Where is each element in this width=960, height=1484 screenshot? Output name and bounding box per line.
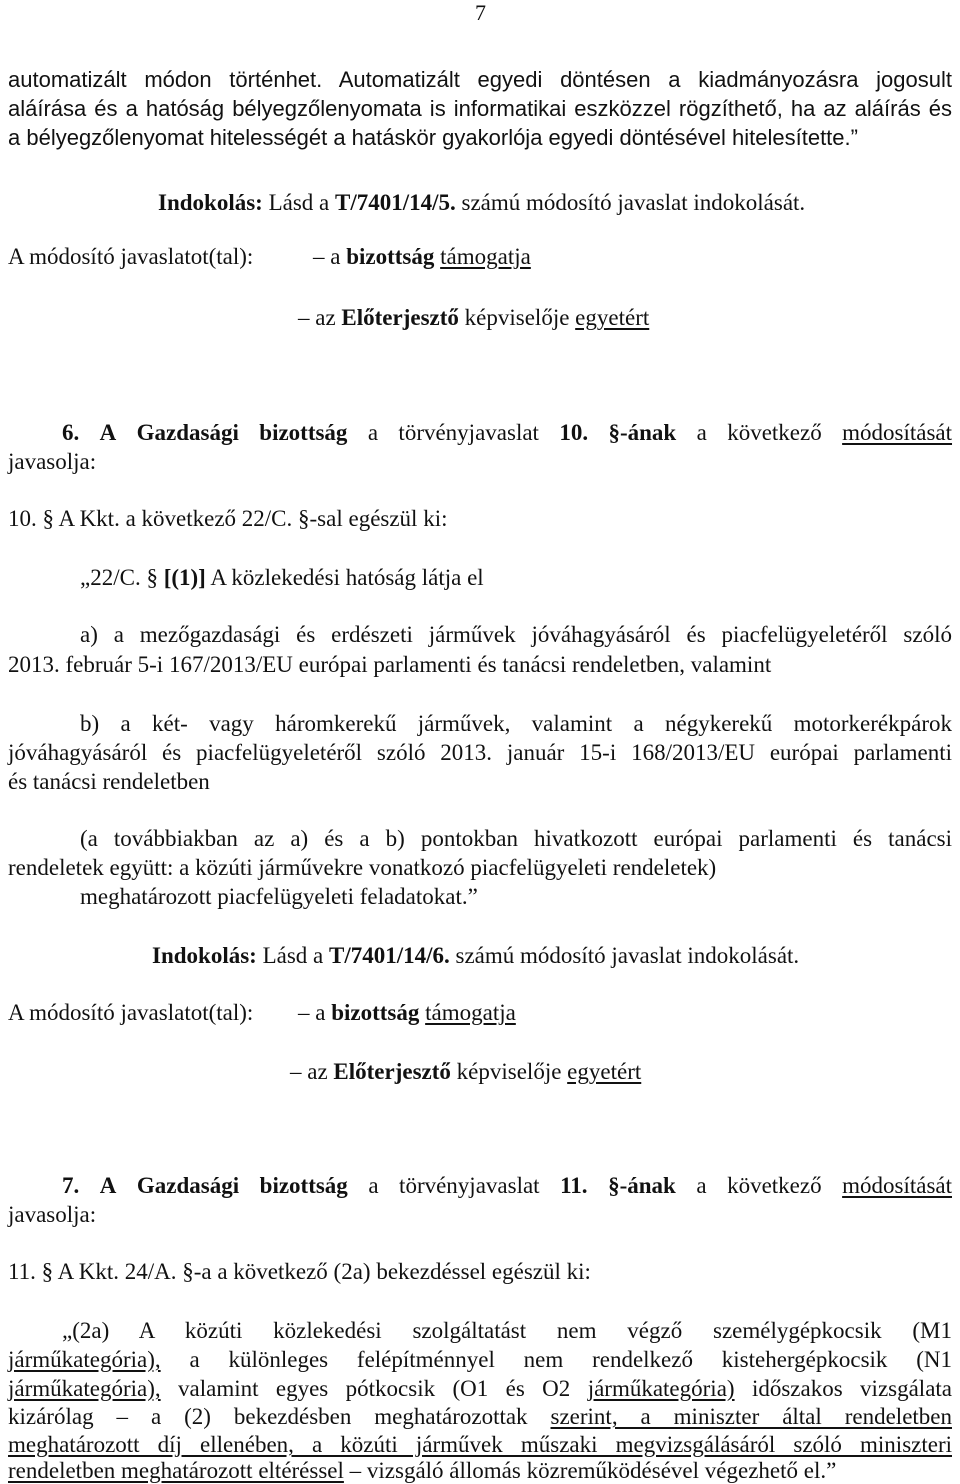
justification-1 — [158, 191, 805, 214]
para-2a-line-2 — [8, 1348, 952, 1371]
proposer-support-2 — [290, 1060, 641, 1083]
underlined-category-2: járműkategória) — [587, 1376, 735, 1401]
item-7-section: 11. — [560, 1173, 588, 1198]
para-2a-line-3 — [8, 1377, 952, 1400]
proposer-verb: egyetért — [575, 305, 650, 330]
item-7-number: 7. — [62, 1173, 80, 1198]
committee-support-2 — [298, 1001, 516, 1024]
proposer-verb: egyetért — [567, 1059, 642, 1084]
item-6-a: A — [99, 420, 117, 445]
para-2a-line-6-rest: – vizsgáló állomás közreműködésével végezhető el.” — [349, 1458, 837, 1483]
underlined-category: járműkategória), — [8, 1376, 161, 1401]
point-c-line-2: rendeletek együtt: a közúti járművekre vonatkozó piacfelügyeleti rendeletek) — [8, 855, 717, 880]
quote-post: A közlekedési hatóság látja el — [210, 565, 484, 590]
para-2a-line-1: „(2a) A közúti közlekedési szolgáltatást nem végző személygépkocsik (M1 — [62, 1318, 952, 1343]
point-b-line-3: és tanácsi rendeletben — [8, 769, 210, 794]
item-6-mid: a törvényjavaslat — [367, 420, 539, 445]
point-c-line-3: meghatározott piacfelügyeleti feladatokat.” — [80, 884, 478, 909]
support-label-2: A módosító javaslatot(tal): — [8, 1000, 254, 1025]
proposer-mid: képviselője — [456, 1059, 562, 1084]
justification-label: Indokolás: — [152, 943, 257, 968]
committee-verb: támogatja — [440, 244, 531, 269]
para-2a-line-6 — [8, 1459, 836, 1482]
proposer-dash: – az — [290, 1059, 328, 1084]
committee-verb: támogatja — [425, 1000, 516, 1025]
item-6-heading — [62, 421, 952, 444]
support-label-1: A módosító javaslatot(tal): — [8, 244, 254, 269]
committee-support-1 — [313, 245, 531, 268]
point-c-line-1: (a továbbiakban az a) és a b) pontokban hivatkozott európai parlamenti és tanácsi — [80, 826, 952, 851]
justification-pre: Lásd a — [262, 943, 324, 968]
item-7-heading — [62, 1174, 952, 1197]
page-number: 7 — [475, 0, 486, 25]
item-6-line-2: javasolja: — [8, 449, 97, 474]
item-7-section-suffix: §-ának — [608, 1173, 676, 1198]
item-6-section-suffix: §-ának — [608, 420, 677, 445]
underlined-category: járműkategória), — [8, 1347, 161, 1372]
justification-post: számú módosító javaslat indokolását. — [455, 943, 800, 968]
quote-bold: [(1)] — [163, 565, 206, 590]
item-6-body: Gazdasági bizottság — [136, 420, 348, 445]
para-2a-line-4 — [8, 1405, 952, 1428]
committee-dash: – a — [298, 1000, 326, 1025]
item-7-a: A — [99, 1173, 117, 1198]
proposer-mid: képviselője — [464, 305, 570, 330]
para-2a-line-4-u: szerint, a miniszter által rendeletben — [550, 1404, 952, 1429]
para-2a-line-3-mid: valamint egyes pótkocsik (O1 és O2 — [178, 1376, 571, 1401]
item-6-number: 6. — [62, 420, 80, 445]
proposer-name: Előterjesztő — [341, 305, 459, 330]
proposer-dash: – az — [298, 305, 336, 330]
section-10-line: 10. § A Kkt. a következő 22/C. §-sal egészül ki: — [8, 506, 448, 531]
section-11-line: 11. § A Kkt. 24/A. §-a a következő (2a) bekezdéssel egészül ki: — [8, 1259, 591, 1284]
item-6-section: 10. — [559, 420, 589, 445]
item-6-next: a következő — [696, 420, 822, 445]
justification-pre: Lásd a — [268, 190, 330, 215]
item-7-mod: módosítását — [842, 1173, 952, 1198]
item-7-mid: a törvényjavaslat — [368, 1173, 540, 1198]
intro-line-2: aláírása és a hatóság bélyegzőlenyomata is informatikai eszközzel rögzíthető, ha az aláírás és — [8, 96, 952, 121]
intro-line-3: a bélyegzőlenyomat hitelességét a hatáskör gyakorlója egyedi döntésével hitelesítette.” — [8, 125, 858, 150]
para-2a-line-6-u: rendeletben meghatározott eltéréssel — [8, 1458, 344, 1483]
item-6-mod: módosítását — [842, 420, 953, 445]
para-2a-line-5-u: meghatározott díj ellenében, a közúti járművek műszaki megvizsgálásáról szóló miniszteri — [8, 1432, 952, 1457]
justification-label: Indokolás: — [158, 190, 263, 215]
item-7-body: Gazdasági bizottság — [136, 1173, 348, 1198]
para-2a-line-5 — [8, 1433, 952, 1456]
justification-ref: T/7401/14/6. — [329, 943, 450, 968]
item-7-next: a következő — [696, 1173, 822, 1198]
proposer-name: Előterjesztő — [333, 1059, 451, 1084]
point-b-line-2: jóváhagyásáról és piacfelügyeletéről szóló 2013. január 15-i 168/2013/EU európai parlamenti — [8, 740, 952, 765]
committee-dash: – a — [313, 244, 341, 269]
committee-name: bizottság — [331, 1000, 420, 1025]
point-b-line-1: b) a két- vagy háromkerekű járművek, valamint a négykerekű motorkerékpárok — [80, 711, 952, 736]
justification-post: számú módosító javaslat indokolását. — [461, 190, 806, 215]
point-a-line-2: 2013. február 5-i 167/2013/EU európai parlamenti és tanácsi rendeletben, valamint — [8, 652, 772, 677]
justification-2 — [152, 944, 799, 967]
section-22c-quote — [80, 566, 484, 589]
justification-ref: T/7401/14/5. — [335, 190, 456, 215]
para-2a-line-4-a: kizárólag – a (2) bekezdésben meghatározottak — [8, 1404, 528, 1429]
point-a-line-1: a) a mezőgazdasági és erdészeti járművek jóváhagyásáról és piacfelügyeletéről szóló — [80, 622, 952, 647]
item-7-line-2: javasolja: — [8, 1202, 97, 1227]
para-2a-line-3-end: időszakos vizsgálata — [751, 1376, 953, 1401]
intro-line-1: automatizált módon történhet. Automatizált egyedi döntésen a kiadmányozásra jogosult — [8, 67, 952, 92]
para-2a-line-2-rest: a különleges felépítménnyel nem rendelkező kistehergépkocsik (N1 — [189, 1347, 952, 1372]
committee-name: bizottság — [346, 244, 435, 269]
proposer-support-1 — [298, 306, 649, 329]
quote-pre: „22/C. § — [80, 565, 158, 590]
